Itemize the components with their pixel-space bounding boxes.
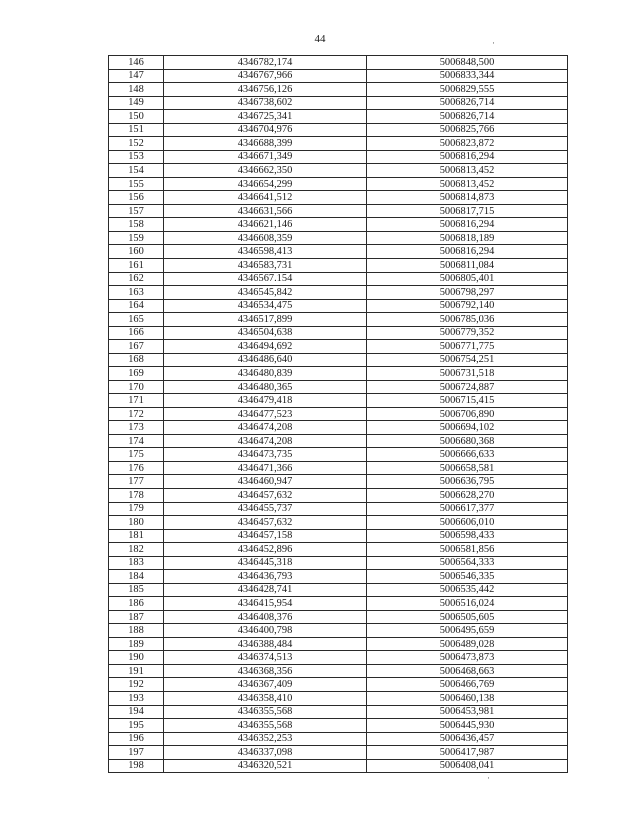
point-number-cell: 192 — [109, 678, 164, 692]
table-row — [109, 489, 568, 503]
y-coordinate-cell: 5006658,581 — [367, 461, 568, 475]
y-coordinate-cell: 5006826,714 — [367, 96, 568, 110]
x-coordinate-cell: 4346641,512 — [164, 191, 367, 205]
x-coordinate-cell: 4346545,842 — [164, 286, 367, 300]
point-number-cell: 150 — [109, 110, 164, 124]
y-coordinate-cell: 5006436,457 — [367, 732, 568, 746]
y-coordinate-cell: 5006460,138 — [367, 691, 568, 705]
x-coordinate-cell: 4346477,523 — [164, 407, 367, 421]
table-row — [109, 191, 568, 205]
x-coordinate-cell: 4346455,737 — [164, 502, 367, 516]
point-number-cell: 186 — [109, 597, 164, 611]
x-coordinate-cell: 4346534,475 — [164, 299, 367, 313]
table-row — [109, 664, 568, 678]
x-coordinate-cell: 4346608,359 — [164, 231, 367, 245]
table-row — [109, 164, 568, 178]
point-number-cell: 196 — [109, 732, 164, 746]
point-number-cell: 174 — [109, 434, 164, 448]
y-coordinate-cell: 5006636,795 — [367, 475, 568, 489]
point-number-cell: 183 — [109, 556, 164, 570]
y-coordinate-cell: 5006535,442 — [367, 583, 568, 597]
y-coordinate-cell: 5006546,335 — [367, 570, 568, 584]
table-row — [109, 69, 568, 83]
table-row — [109, 286, 568, 300]
table-row — [109, 272, 568, 286]
x-coordinate-cell: 4346457,632 — [164, 516, 367, 530]
coordinates-table — [108, 55, 568, 773]
table-row — [109, 353, 568, 367]
point-number-cell: 187 — [109, 610, 164, 624]
y-coordinate-cell: 5006706,890 — [367, 407, 568, 421]
point-number-cell: 190 — [109, 651, 164, 665]
y-coordinate-cell: 5006715,415 — [367, 394, 568, 408]
point-number-cell: 164 — [109, 299, 164, 313]
x-coordinate-cell: 4346671,349 — [164, 150, 367, 164]
point-number-cell: 198 — [109, 759, 164, 773]
table-row — [109, 637, 568, 651]
y-coordinate-cell: 5006468,663 — [367, 664, 568, 678]
table-row — [109, 177, 568, 191]
point-number-cell: 193 — [109, 691, 164, 705]
y-coordinate-cell: 5006826,714 — [367, 110, 568, 124]
y-coordinate-cell: 5006628,270 — [367, 489, 568, 503]
table-row — [109, 624, 568, 638]
y-coordinate-cell: 5006489,028 — [367, 637, 568, 651]
x-coordinate-cell: 4346517,899 — [164, 313, 367, 327]
y-coordinate-cell: 5006606,010 — [367, 516, 568, 530]
y-coordinate-cell: 5006805,401 — [367, 272, 568, 286]
table-row — [109, 123, 568, 137]
x-coordinate-cell: 4346486,640 — [164, 353, 367, 367]
x-coordinate-cell: 4346355,568 — [164, 705, 367, 719]
point-number-cell: 166 — [109, 326, 164, 340]
table-row — [109, 218, 568, 232]
y-coordinate-cell: 5006453,981 — [367, 705, 568, 719]
y-coordinate-cell: 5006817,715 — [367, 204, 568, 218]
point-number-cell: 154 — [109, 164, 164, 178]
x-coordinate-cell: 4346480,365 — [164, 380, 367, 394]
page-number: 44 — [314, 33, 326, 45]
table-row — [109, 516, 568, 530]
point-number-cell: 176 — [109, 461, 164, 475]
x-coordinate-cell: 4346494,692 — [164, 340, 367, 354]
x-coordinate-cell: 4346355,568 — [164, 719, 367, 733]
y-coordinate-cell: 5006445,930 — [367, 719, 568, 733]
point-number-cell: 185 — [109, 583, 164, 597]
point-number-cell: 155 — [109, 177, 164, 191]
point-number-cell: 157 — [109, 204, 164, 218]
point-number-cell: 165 — [109, 313, 164, 327]
point-number-cell: 189 — [109, 637, 164, 651]
table-row — [109, 719, 568, 733]
x-coordinate-cell: 4346504,638 — [164, 326, 367, 340]
table-row — [109, 380, 568, 394]
scan-mark: · — [492, 38, 495, 48]
y-coordinate-cell: 5006731,518 — [367, 367, 568, 381]
point-number-cell: 146 — [109, 56, 164, 70]
y-coordinate-cell: 5006417,987 — [367, 746, 568, 760]
scan-mark: · — [487, 773, 490, 783]
table-row — [109, 732, 568, 746]
coordinates-table-body — [109, 56, 568, 773]
y-coordinate-cell: 5006848,500 — [367, 56, 568, 70]
y-coordinate-cell: 5006814,873 — [367, 191, 568, 205]
table-row — [109, 705, 568, 719]
point-number-cell: 156 — [109, 191, 164, 205]
x-coordinate-cell: 4346374,513 — [164, 651, 367, 665]
table-row — [109, 570, 568, 584]
x-coordinate-cell: 4346598,413 — [164, 245, 367, 259]
y-coordinate-cell: 5006495,659 — [367, 624, 568, 638]
table-row — [109, 475, 568, 489]
point-number-cell: 181 — [109, 529, 164, 543]
x-coordinate-cell: 4346408,376 — [164, 610, 367, 624]
x-coordinate-cell: 4346621,146 — [164, 218, 367, 232]
y-coordinate-cell: 5006581,856 — [367, 543, 568, 557]
point-number-cell: 169 — [109, 367, 164, 381]
table-row — [109, 746, 568, 760]
point-number-cell: 197 — [109, 746, 164, 760]
point-number-cell: 180 — [109, 516, 164, 530]
x-coordinate-cell: 4346428,741 — [164, 583, 367, 597]
x-coordinate-cell: 4346782,174 — [164, 56, 367, 70]
y-coordinate-cell: 5006666,633 — [367, 448, 568, 462]
table-row — [109, 56, 568, 70]
point-number-cell: 194 — [109, 705, 164, 719]
point-number-cell: 175 — [109, 448, 164, 462]
point-number-cell: 161 — [109, 258, 164, 272]
y-coordinate-cell: 5006754,251 — [367, 353, 568, 367]
y-coordinate-cell: 5006825,766 — [367, 123, 568, 137]
point-number-cell: 159 — [109, 231, 164, 245]
y-coordinate-cell: 5006785,036 — [367, 313, 568, 327]
x-coordinate-cell: 4346400,798 — [164, 624, 367, 638]
x-coordinate-cell: 4346445,318 — [164, 556, 367, 570]
table-row — [109, 258, 568, 272]
x-coordinate-cell: 4346480,839 — [164, 367, 367, 381]
y-coordinate-cell: 5006408,041 — [367, 759, 568, 773]
point-number-cell: 148 — [109, 83, 164, 97]
point-number-cell: 158 — [109, 218, 164, 232]
table-row — [109, 421, 568, 435]
table-row — [109, 150, 568, 164]
x-coordinate-cell: 4346460,947 — [164, 475, 367, 489]
x-coordinate-cell: 4346337,098 — [164, 746, 367, 760]
x-coordinate-cell: 4346388,484 — [164, 637, 367, 651]
y-coordinate-cell: 5006473,873 — [367, 651, 568, 665]
point-number-cell: 151 — [109, 123, 164, 137]
table-row — [109, 597, 568, 611]
y-coordinate-cell: 5006816,294 — [367, 245, 568, 259]
point-number-cell: 168 — [109, 353, 164, 367]
y-coordinate-cell: 5006779,352 — [367, 326, 568, 340]
y-coordinate-cell: 5006829,555 — [367, 83, 568, 97]
x-coordinate-cell: 4346725,341 — [164, 110, 367, 124]
table-row — [109, 204, 568, 218]
y-coordinate-cell: 5006598,433 — [367, 529, 568, 543]
x-coordinate-cell: 4346415,954 — [164, 597, 367, 611]
y-coordinate-cell: 5006724,887 — [367, 380, 568, 394]
table-row — [109, 407, 568, 421]
y-coordinate-cell: 5006813,452 — [367, 177, 568, 191]
point-number-cell: 152 — [109, 137, 164, 151]
table-row — [109, 461, 568, 475]
table-row — [109, 340, 568, 354]
point-number-cell: 178 — [109, 489, 164, 503]
x-coordinate-cell: 4346738,602 — [164, 96, 367, 110]
y-coordinate-cell: 5006792,140 — [367, 299, 568, 313]
table-row — [109, 556, 568, 570]
y-coordinate-cell: 5006516,024 — [367, 597, 568, 611]
point-number-cell: 167 — [109, 340, 164, 354]
y-coordinate-cell: 5006818,189 — [367, 231, 568, 245]
x-coordinate-cell: 4346583,731 — [164, 258, 367, 272]
x-coordinate-cell: 4346457,632 — [164, 489, 367, 503]
table-row — [109, 759, 568, 773]
x-coordinate-cell: 4346567.154 — [164, 272, 367, 286]
x-coordinate-cell: 4346756,126 — [164, 83, 367, 97]
point-number-cell: 188 — [109, 624, 164, 638]
x-coordinate-cell: 4346654,299 — [164, 177, 367, 191]
table-row — [109, 502, 568, 516]
y-coordinate-cell: 5006694,102 — [367, 421, 568, 435]
x-coordinate-cell: 4346704,976 — [164, 123, 367, 137]
x-coordinate-cell: 4346471,366 — [164, 461, 367, 475]
y-coordinate-cell: 5006823,872 — [367, 137, 568, 151]
point-number-cell: 172 — [109, 407, 164, 421]
point-number-cell: 153 — [109, 150, 164, 164]
point-number-cell: 173 — [109, 421, 164, 435]
table-row — [109, 583, 568, 597]
x-coordinate-cell: 4346436,793 — [164, 570, 367, 584]
table-row — [109, 691, 568, 705]
table-row — [109, 96, 568, 110]
table-row — [109, 448, 568, 462]
y-coordinate-cell: 5006564,333 — [367, 556, 568, 570]
point-number-cell: 162 — [109, 272, 164, 286]
x-coordinate-cell: 4346358,410 — [164, 691, 367, 705]
table-row — [109, 651, 568, 665]
x-coordinate-cell: 4346631,566 — [164, 204, 367, 218]
x-coordinate-cell: 4346767,966 — [164, 69, 367, 83]
x-coordinate-cell: 4346452,896 — [164, 543, 367, 557]
x-coordinate-cell: 4346352,253 — [164, 732, 367, 746]
x-coordinate-cell: 4346367,409 — [164, 678, 367, 692]
y-coordinate-cell: 5006505,605 — [367, 610, 568, 624]
table-row — [109, 231, 568, 245]
point-number-cell: 163 — [109, 286, 164, 300]
point-number-cell: 177 — [109, 475, 164, 489]
x-coordinate-cell: 4346320,521 — [164, 759, 367, 773]
point-number-cell: 171 — [109, 394, 164, 408]
table-row — [109, 110, 568, 124]
table-row — [109, 83, 568, 97]
table-row — [109, 434, 568, 448]
x-coordinate-cell: 4346368,356 — [164, 664, 367, 678]
table-row — [109, 313, 568, 327]
table-row — [109, 326, 568, 340]
table-row — [109, 610, 568, 624]
y-coordinate-cell: 5006833,344 — [367, 69, 568, 83]
y-coordinate-cell: 5006798,297 — [367, 286, 568, 300]
table-row — [109, 245, 568, 259]
x-coordinate-cell: 4346457,158 — [164, 529, 367, 543]
point-number-cell: 191 — [109, 664, 164, 678]
point-number-cell: 179 — [109, 502, 164, 516]
point-number-cell: 195 — [109, 719, 164, 733]
y-coordinate-cell: 5006466,769 — [367, 678, 568, 692]
y-coordinate-cell: 5006771,775 — [367, 340, 568, 354]
x-coordinate-cell: 4346473,735 — [164, 448, 367, 462]
x-coordinate-cell: 4346474,208 — [164, 434, 367, 448]
table-row — [109, 367, 568, 381]
y-coordinate-cell: 5006816,294 — [367, 150, 568, 164]
table-row — [109, 137, 568, 151]
point-number-cell: 170 — [109, 380, 164, 394]
point-number-cell: 149 — [109, 96, 164, 110]
table-row — [109, 529, 568, 543]
x-coordinate-cell: 4346662,350 — [164, 164, 367, 178]
point-number-cell: 184 — [109, 570, 164, 584]
y-coordinate-cell: 5006813,452 — [367, 164, 568, 178]
x-coordinate-cell: 4346688,399 — [164, 137, 367, 151]
point-number-cell: 147 — [109, 69, 164, 83]
x-coordinate-cell: 4346479,418 — [164, 394, 367, 408]
y-coordinate-cell: 5006816,294 — [367, 218, 568, 232]
point-number-cell: 160 — [109, 245, 164, 259]
y-coordinate-cell: 5006680,368 — [367, 434, 568, 448]
table-row — [109, 299, 568, 313]
y-coordinate-cell: 5006617,377 — [367, 502, 568, 516]
table-row — [109, 678, 568, 692]
point-number-cell: 182 — [109, 543, 164, 557]
table-row — [109, 394, 568, 408]
table-row — [109, 543, 568, 557]
x-coordinate-cell: 4346474,208 — [164, 421, 367, 435]
y-coordinate-cell: 5006811,084 — [367, 258, 568, 272]
